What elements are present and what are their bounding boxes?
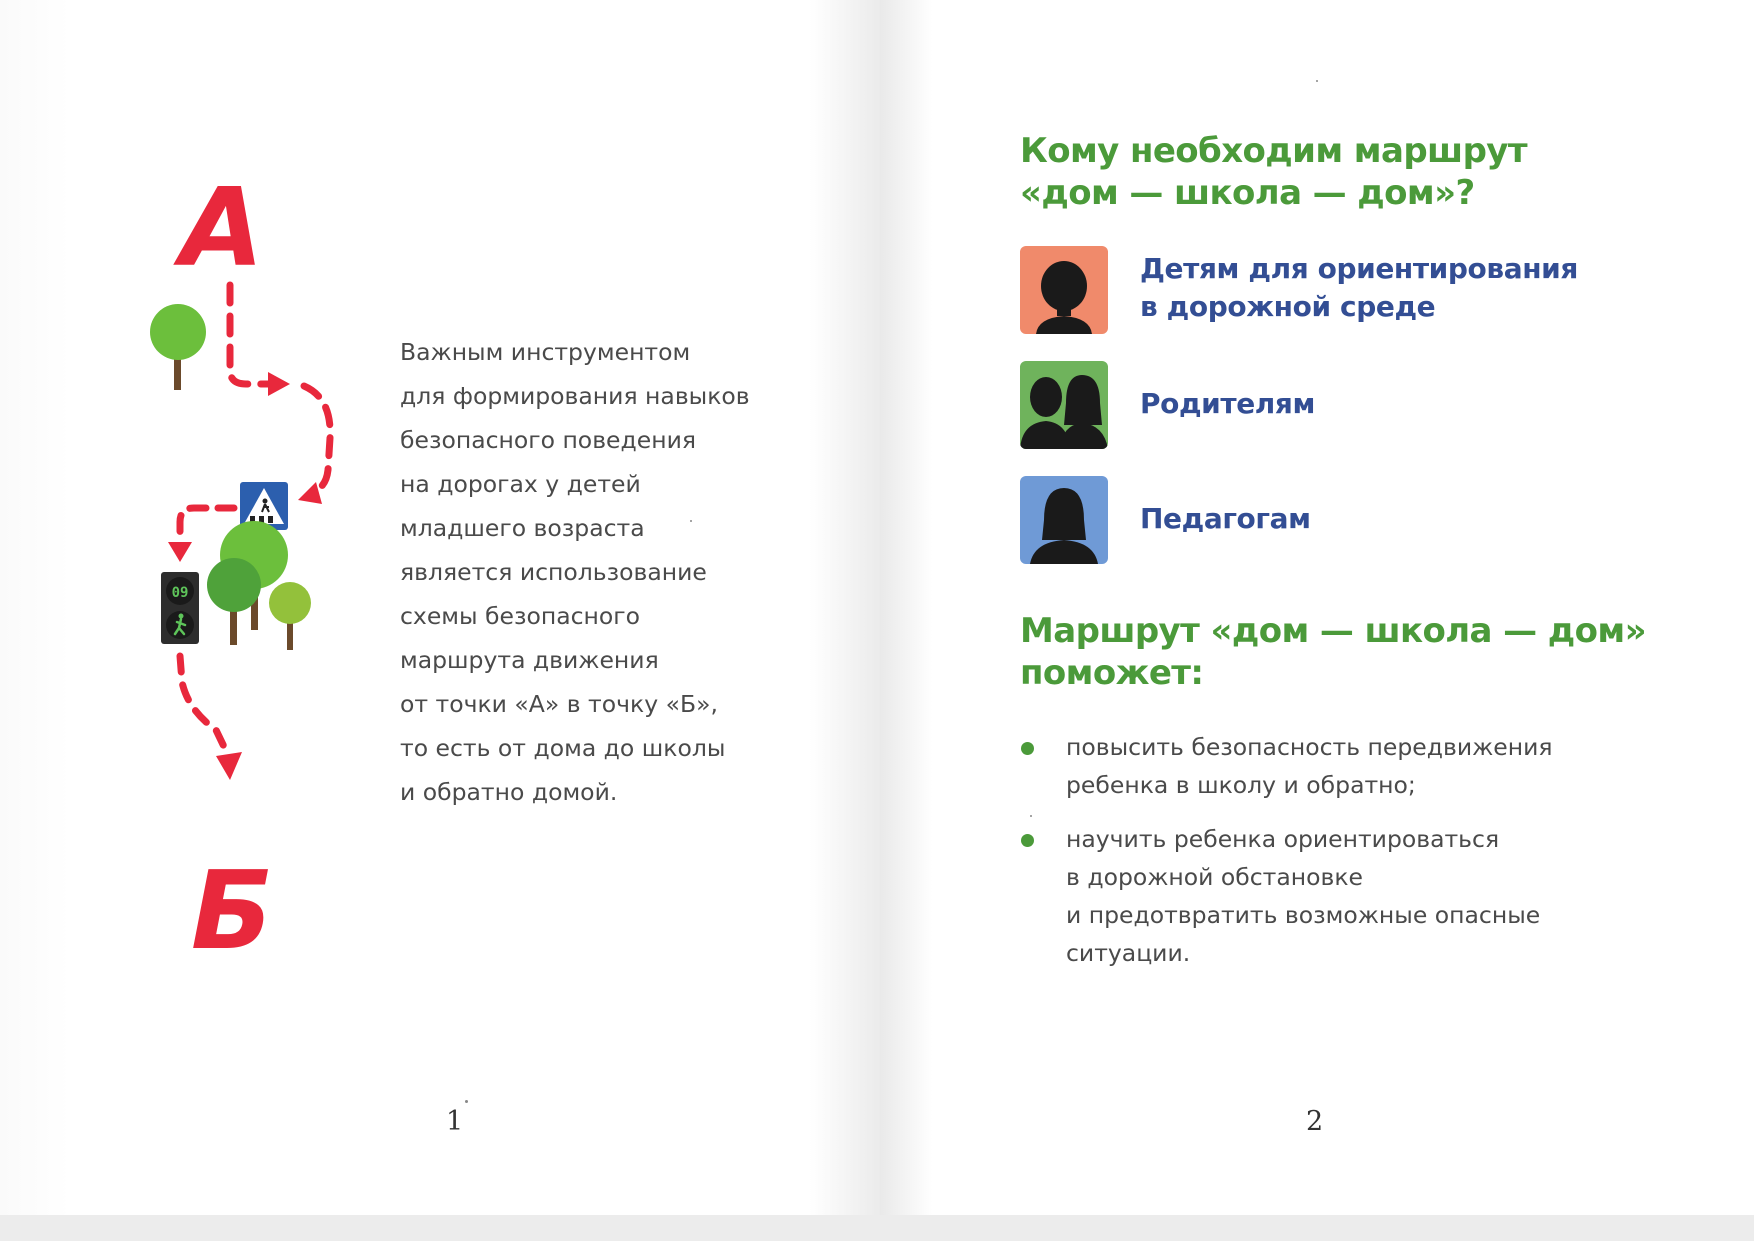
list-item [1020,728,1720,804]
intro-paragraph [400,330,800,814]
bullet-line: и предотвратить возможные опасные [1066,901,1541,929]
page-number: 2 [1306,1106,1324,1137]
intro-line: является использование [400,558,707,586]
scan-bottom-edge [0,1215,1754,1241]
heading-line: Маршрут «дом — школа — дом» [1020,611,1646,651]
bullet-line: ситуации. [1066,939,1191,967]
audience-label-line: в дорожной среде [1140,290,1436,323]
route-arrow-down-1 [168,542,192,562]
scan-speck [1316,80,1318,82]
teacher-silhouette-icon [1020,476,1108,564]
intro-line: и обратно домой. [400,778,618,806]
bullet-line: ребенка в школу и обратно; [1066,771,1416,799]
scan-speck [690,520,692,522]
intro-line: маршрута движения [400,646,659,674]
parents-silhouette-icon [1020,361,1108,449]
audience-item-teachers [1020,476,1720,564]
bullet-line: научить ребенка ориентироваться [1066,825,1500,853]
intro-line: для формирования навыков [400,382,750,410]
pedestrian-traffic-light-icon [161,572,199,644]
intro-line: на дорогах у детей [400,470,641,498]
audience-label-line: Педагогам [1140,502,1311,535]
route-path-a [230,285,270,384]
audience-label [1140,385,1315,423]
route-illustration [150,170,350,970]
audience-label [1140,250,1578,326]
intro-line: от точки «А» в точку «Б», [400,690,718,718]
route-arrow-right [268,372,290,396]
traffic-light-counter: 09 [171,585,189,601]
intro-line: безопасного поведения [400,426,696,454]
tree-icon [150,304,206,390]
scan-speck [465,1100,468,1103]
heading-line: Кому необходим маршрут [1020,131,1527,171]
bullet-text [1066,820,1720,972]
scan-speck [1030,815,1032,817]
audience-label-line: Родителям [1140,387,1315,420]
heading-route-helps [1020,610,1646,694]
intro-line: схемы безопасного [400,602,641,630]
point-a-letter: А [180,170,264,291]
route-arrow-down-2 [216,752,242,780]
page-left [0,0,880,1215]
trees-group-icon [207,521,311,650]
audience-label-line: Детям для ориентирования [1140,252,1578,285]
list-item [1020,820,1720,972]
bullet-line: повысить безопасность передвижения [1066,733,1553,761]
intro-line: младшего возраста [400,514,645,542]
intro-line: то есть от дома до школы [400,734,726,762]
child-silhouette-icon [1020,246,1108,334]
bullet-text [1066,728,1720,804]
route-arrow-to-crossing [298,482,322,504]
audience-label [1140,500,1311,538]
route-path-to-b [180,656,228,755]
heading-line: «дом — школа — дом»? [1020,173,1475,213]
bullet-dot-icon [1021,834,1034,847]
heading-line: поможет: [1020,653,1204,693]
heading-who-needs-route [1020,130,1527,214]
audience-item-children [1020,246,1720,334]
benefits-list [1020,728,1720,988]
page-number: 1 [446,1106,464,1137]
audience-item-parents [1020,361,1720,449]
point-b-letter: Б [190,849,274,970]
route-path-curve [304,386,330,492]
bullet-line: в дорожной обстановке [1066,863,1364,891]
bullet-dot-icon [1021,742,1034,755]
intro-line: Важным инструментом [400,338,691,366]
